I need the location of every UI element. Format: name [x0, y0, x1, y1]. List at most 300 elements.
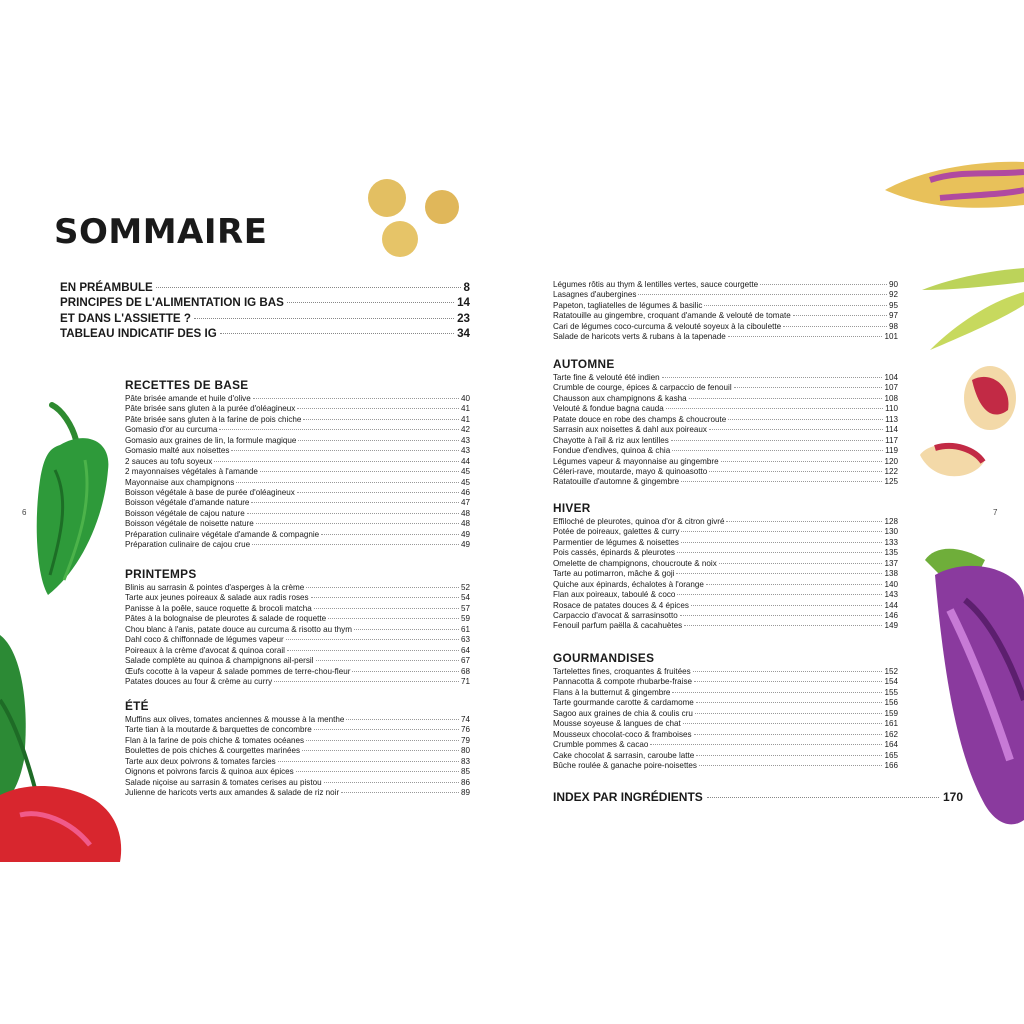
- toc-entry[interactable]: [125, 677, 470, 687]
- entry-page: 43: [460, 435, 470, 445]
- dot-leader: [677, 552, 883, 553]
- entry-page: 152: [884, 667, 898, 676]
- entry-label: PRINCIPES DE L'ALIMENTATION IG BAS: [60, 296, 284, 310]
- entry-label: ET DANS L'ASSIETTE ?: [60, 311, 191, 325]
- toc-entry[interactable]: [125, 667, 470, 677]
- entry-label: Œufs cocotte à la vapeur & salade pommes de terre-chou-fleur: [125, 666, 351, 676]
- dot-leader: [314, 608, 459, 609]
- toc-entry[interactable]: [553, 538, 898, 548]
- dot-leader: [156, 287, 461, 288]
- section-hiver: [553, 501, 898, 632]
- entry-label: Crumble pommes & cacao: [553, 740, 649, 750]
- toc-entry[interactable]: [125, 509, 470, 519]
- toc-entry[interactable]: [125, 425, 470, 435]
- entry-page: 52: [460, 583, 470, 592]
- entry-label: Salade niçoise au sarrasin & tomates cerises au pistou: [125, 777, 322, 787]
- entry-page: 85: [460, 767, 470, 777]
- toc-entry[interactable]: [553, 751, 898, 761]
- toc-entry[interactable]: [553, 601, 898, 611]
- entry-label: 2 mayonnaises végétales à l'amande: [125, 467, 258, 477]
- dot-leader: [274, 681, 459, 682]
- entry-page: 34: [457, 326, 470, 340]
- dot-leader: [306, 740, 459, 741]
- toc-entry[interactable]: [125, 757, 470, 767]
- toc-entry[interactable]: [125, 478, 470, 488]
- dot-leader: [672, 692, 882, 693]
- entry-page: 49: [460, 529, 470, 539]
- toc-entry[interactable]: [553, 611, 898, 621]
- entry-label: Potée de poireaux, galettes & curry: [553, 527, 680, 537]
- entry-label: Cake chocolat & sarrasin, caroube latte: [553, 750, 695, 760]
- dot-leader: [666, 408, 883, 409]
- toc-entry[interactable]: [125, 646, 470, 656]
- entry-label: TABLEAU INDICATIF DES IG: [60, 326, 217, 340]
- entry-page: 67: [460, 656, 470, 666]
- dot-leader: [324, 782, 459, 783]
- eggplant-illustration: [925, 549, 1024, 825]
- entry-label: Mousse soyeuse & langues de chat: [553, 719, 681, 729]
- dot-leader: [707, 797, 939, 798]
- entry-label: Ratatouille d'automne & gingembre: [553, 477, 680, 487]
- entry-page: 146: [884, 610, 898, 620]
- entry-label: Fenouil parfum paëlla & cacahuètes: [553, 621, 683, 631]
- dot-leader: [231, 450, 459, 451]
- toc-entry[interactable]: [125, 725, 470, 735]
- dot-leader: [341, 792, 459, 793]
- dot-leader: [672, 450, 883, 451]
- toc-entry[interactable]: [125, 593, 470, 603]
- dot-leader: [793, 315, 887, 316]
- entry-label: Céleri-rave, moutarde, mayo & quinoasotto: [553, 466, 708, 476]
- dot-leader: [728, 336, 883, 337]
- toc-entry[interactable]: [553, 425, 898, 435]
- toc-entry[interactable]: [553, 527, 898, 537]
- entry-label: Parmentier de légumes & noisettes: [553, 537, 679, 547]
- entry-page: 45: [460, 477, 470, 487]
- entry-page: 162: [884, 729, 898, 739]
- entry-page: 108: [884, 393, 898, 403]
- entry-page: 42: [460, 425, 470, 435]
- toc-entry[interactable]: [60, 280, 470, 295]
- section-heading: GOURMANDISES: [553, 651, 655, 665]
- dot-leader: [681, 542, 883, 543]
- entry-page: 104: [884, 373, 898, 382]
- dot-leader: [689, 398, 883, 399]
- toc-entry[interactable]: [553, 477, 898, 487]
- entry-page: 41: [460, 404, 470, 414]
- dot-leader: [695, 713, 883, 714]
- dot-leader: [734, 387, 883, 388]
- entry-label: Fondue d'endives, quinoa & chia: [553, 446, 671, 456]
- leaf-illustration: [885, 162, 1024, 208]
- toc-entry[interactable]: [553, 667, 898, 677]
- toc-entry[interactable]: [125, 746, 470, 756]
- toc-entry[interactable]: [125, 519, 470, 529]
- bean-illustration: [920, 366, 1016, 476]
- dot-leader: [194, 318, 454, 319]
- toc-entry[interactable]: [553, 548, 898, 558]
- entry-page: 57: [460, 603, 470, 613]
- entry-page: 43: [460, 446, 470, 456]
- dot-leader: [676, 573, 882, 574]
- dot-leader: [352, 671, 459, 672]
- entry-page: 130: [884, 527, 898, 537]
- entry-label: Pâte brisée amande et huile d'olive: [125, 394, 251, 403]
- toc-entry[interactable]: [125, 540, 470, 550]
- section-heading: RECETTES DE BASE: [125, 378, 249, 392]
- section-printemps: [125, 567, 470, 687]
- entry-page: 164: [884, 740, 898, 750]
- entry-label: Salade de haricots verts & rubans à la tapenade: [553, 332, 726, 342]
- entry-label: Mayonnaise aux champignons: [125, 477, 235, 487]
- entry-label: Gomasio d'or au curcuma: [125, 425, 218, 435]
- entry-page: 80: [460, 746, 470, 756]
- toc-entry[interactable]: [553, 404, 898, 414]
- entry-label: Poireaux à la crème d'avocat & quinoa corail: [125, 645, 285, 655]
- entry-label: Gomasio malté aux noisettes: [125, 446, 230, 456]
- entry-page: 138: [884, 569, 898, 579]
- entry-label: Carpaccio d'avocat & sarrasinsotto: [553, 610, 678, 620]
- entry-label: Ratatouille au gingembre, croquant d'amande & velouté de tomate: [553, 311, 791, 321]
- entry-page: 98: [888, 321, 898, 331]
- entry-label: Crumble de courge, épices & carpaccio de fenouil: [553, 383, 732, 393]
- dot-leader: [704, 305, 887, 306]
- toc-entry[interactable]: [553, 730, 898, 740]
- toc-entry[interactable]: [60, 311, 470, 326]
- entry-page: 76: [460, 725, 470, 735]
- dot-leader: [662, 377, 883, 378]
- toc-entry[interactable]: [125, 715, 470, 725]
- entry-page: 125: [884, 477, 898, 487]
- entry-label: Tarte au potimarron, mâche & goji: [553, 569, 675, 579]
- toc-entry[interactable]: [553, 290, 898, 300]
- section-ete: [125, 699, 470, 799]
- dot-leader: [694, 734, 883, 735]
- toc-entry[interactable]: [553, 311, 898, 321]
- dot-leader: [252, 544, 459, 545]
- entry-label: Chausson aux champignons & kasha: [553, 393, 687, 403]
- dot-leader: [260, 471, 459, 472]
- entry-page: 54: [460, 593, 470, 603]
- toc-entry[interactable]: [125, 530, 470, 540]
- preamble-list: [60, 280, 470, 341]
- chickpea-illustration: [368, 179, 459, 257]
- dot-leader: [296, 771, 459, 772]
- toc-entry[interactable]: [553, 446, 898, 456]
- toc-entry[interactable]: [125, 436, 470, 446]
- dot-leader: [354, 629, 459, 630]
- toc-entry[interactable]: [553, 740, 898, 750]
- toc-entry[interactable]: [553, 569, 898, 579]
- toc-entry[interactable]: [553, 688, 898, 698]
- entry-page: 44: [460, 456, 470, 466]
- dot-leader: [709, 471, 882, 472]
- dot-leader: [303, 419, 459, 420]
- entry-page: 114: [885, 425, 898, 435]
- dot-leader: [677, 594, 882, 595]
- dot-leader: [236, 482, 459, 483]
- entry-page: 143: [884, 590, 898, 600]
- entry-label: Pois cassés, épinards & pleurotes: [553, 548, 675, 558]
- dot-leader: [638, 294, 887, 295]
- entry-page: 92: [888, 290, 898, 300]
- entry-label: Préparation culinaire végétale d'amande & compagnie: [125, 529, 320, 539]
- dot-leader: [214, 461, 459, 462]
- entry-label: Légumes rôtis au thym & lentilles vertes, sauce courgette: [553, 280, 759, 289]
- dot-leader: [691, 605, 883, 606]
- section-automne: [553, 357, 898, 488]
- toc-entry[interactable]: [125, 404, 470, 414]
- entry-label: Gomasio aux graines de lin, la formule magique: [125, 435, 297, 445]
- entry-label: Salade complète au quinoa & champignons ail-persil: [125, 656, 314, 666]
- entry-label: Tarte aux jeunes poireaux & salade aux radis roses: [125, 593, 309, 603]
- entry-page: 97: [888, 311, 898, 321]
- toc-entry[interactable]: [553, 621, 898, 631]
- entry-page: 107: [884, 383, 898, 393]
- toc-entry[interactable]: [125, 625, 470, 635]
- entry-label: Julienne de haricots verts aux amandes & salade de riz noir: [125, 788, 340, 798]
- entry-page: 117: [885, 435, 898, 445]
- dot-leader: [728, 419, 883, 420]
- toc-entry[interactable]: [553, 280, 898, 290]
- entry-page: 41: [460, 414, 470, 424]
- entry-label: Sagoo aux graines de chia & coulis cru: [553, 708, 693, 718]
- toc-entry[interactable]: [553, 467, 898, 477]
- entry-page: 89: [460, 788, 470, 798]
- entry-label: Tarte tian à la moutarde & barquettes de concombre: [125, 725, 312, 735]
- dot-leader: [683, 723, 883, 724]
- entry-label: Boisson végétale à base de purée d'oléagineux: [125, 487, 295, 497]
- toc-entry[interactable]: [553, 719, 898, 729]
- entry-label: Patates douces au four & crème au curry: [125, 676, 273, 686]
- entry-label: Effiloché de pleurotes, quinoa d'or & citron givré: [553, 517, 725, 526]
- dot-leader: [693, 671, 883, 672]
- entry-label: Pâtes à la bolognaise de pleurotes & salade de roquette: [125, 614, 327, 624]
- section-heading: ÉTÉ: [125, 699, 149, 713]
- section-heading: HIVER: [553, 501, 591, 515]
- entry-page: 133: [884, 537, 898, 547]
- toc-entry[interactable]: [125, 788, 470, 798]
- entry-label: Blinis au sarrasin & pointes d'asperges à la crème: [125, 583, 305, 592]
- entry-page: 128: [884, 517, 898, 526]
- toc-entry[interactable]: [125, 394, 470, 404]
- entry-label: Velouté & fondue bagna cauda: [553, 404, 664, 414]
- entry-page: 110: [885, 404, 898, 414]
- entry-label: Tartelettes fines, croquantes & fruitées: [553, 667, 691, 676]
- toc-entry[interactable]: [553, 394, 898, 404]
- entry-page: 86: [460, 777, 470, 787]
- entry-page: 59: [460, 614, 470, 624]
- toc-entry[interactable]: [125, 614, 470, 624]
- section-heading: AUTOMNE: [553, 357, 615, 371]
- toc-entry[interactable]: [553, 559, 898, 569]
- entry-page: 14: [457, 296, 470, 310]
- entry-label: Dahl coco & chiffonnade de légumes vapeur: [125, 635, 284, 645]
- section-gourmandises: [553, 651, 898, 771]
- dot-leader: [256, 523, 459, 524]
- entry-label: Omelette de champignons, choucroute & noix: [553, 558, 717, 568]
- dot-leader: [298, 440, 459, 441]
- entry-page: 61: [460, 624, 470, 634]
- dot-leader: [287, 302, 454, 303]
- dot-leader: [287, 650, 459, 651]
- toc-entry[interactable]: [125, 583, 470, 593]
- entry-label: Patate douce en robe des champs & choucroute: [553, 414, 727, 424]
- dot-leader: [760, 284, 887, 285]
- page-number-left: 6: [22, 508, 27, 517]
- beetroot-illustration: [0, 635, 121, 862]
- dot-leader: [306, 587, 459, 588]
- entry-page: 48: [460, 519, 470, 529]
- dot-leader: [671, 440, 883, 441]
- entry-page: 122: [884, 466, 898, 476]
- toc-entry[interactable]: [60, 295, 470, 310]
- toc-entry[interactable]: [553, 332, 898, 342]
- entry-label: Papeton, tagliatelles de légumes & basilic: [553, 300, 703, 310]
- dot-leader: [314, 729, 459, 730]
- entry-label: Pâte brisée sans gluten à la farine de pois chiche: [125, 414, 302, 424]
- entry-page: 63: [460, 635, 470, 645]
- entry-page: 40: [460, 394, 470, 403]
- entry-label: Tarte fine & velouté été indien: [553, 373, 660, 382]
- entry-page: 113: [885, 414, 898, 424]
- toc-entry[interactable]: [125, 656, 470, 666]
- entry-page: 155: [884, 687, 898, 697]
- toc-entry[interactable]: [125, 635, 470, 645]
- toc-entry[interactable]: [125, 604, 470, 614]
- dot-leader: [726, 521, 882, 522]
- entry-page: 8: [463, 281, 470, 294]
- dot-leader: [694, 681, 882, 682]
- entry-label: Flan à la farine de pois chiche & tomates océanes: [125, 735, 305, 745]
- entry-page: 135: [884, 548, 898, 558]
- entry-page: 144: [884, 600, 898, 610]
- entry-page: 64: [460, 645, 470, 655]
- toc-entry[interactable]: [553, 373, 898, 383]
- entry-page: 79: [460, 735, 470, 745]
- entry-label: Rosace de patates douces & 4 épices: [553, 600, 689, 610]
- entry-page: 47: [460, 498, 470, 508]
- dot-leader: [721, 461, 883, 462]
- entry-label: Panisse à la poêle, sauce roquette & brocoli matcha: [125, 603, 312, 613]
- toc-entry[interactable]: [553, 457, 898, 467]
- entry-label: Muffins aux olives, tomates anciennes & mousse à la menthe: [125, 715, 345, 724]
- entry-page: 166: [884, 760, 898, 770]
- entry-label: Boisson végétale de cajou nature: [125, 508, 245, 518]
- toc-entry[interactable]: [125, 778, 470, 788]
- entry-label: 2 sauces au tofu soyeux: [125, 456, 213, 466]
- green-beans-illustration: [922, 268, 1024, 350]
- dot-leader: [681, 481, 882, 482]
- index-entry[interactable]: [553, 790, 963, 804]
- dot-leader: [709, 429, 883, 430]
- index-label: INDEX PAR INGRÉDIENTS: [553, 790, 703, 804]
- toc-entry[interactable]: [553, 580, 898, 590]
- entry-label: Boisson végétale d'amande nature: [125, 498, 250, 508]
- entry-page: 23: [457, 311, 470, 325]
- entry-label: Bûche roulée & ganache poire-noisettes: [553, 760, 697, 770]
- dot-leader: [696, 755, 882, 756]
- dot-leader: [696, 702, 883, 703]
- dot-leader: [253, 398, 459, 399]
- toc-entry[interactable]: [125, 415, 470, 425]
- dot-leader: [650, 744, 882, 745]
- toc-entry[interactable]: [125, 767, 470, 777]
- dot-leader: [251, 502, 459, 503]
- dot-leader: [684, 625, 882, 626]
- entry-page: 71: [460, 676, 470, 686]
- toc-entry[interactable]: [553, 698, 898, 708]
- toc-entry[interactable]: [125, 467, 470, 477]
- toc-entry[interactable]: [125, 457, 470, 467]
- entry-page: 161: [884, 719, 898, 729]
- entry-label: Flans à la butternut & gingembre: [553, 687, 671, 697]
- page-number-right: 7: [993, 508, 998, 517]
- toc-entry[interactable]: [553, 322, 898, 332]
- dot-leader: [719, 563, 883, 564]
- toc-entry[interactable]: [553, 415, 898, 425]
- entry-label: Oignons et poivrons farcis & quinoa aux épices: [125, 767, 294, 777]
- entry-page: 165: [884, 750, 898, 760]
- entry-label: Boisson végétale de noisette nature: [125, 519, 254, 529]
- entry-page: 68: [460, 666, 470, 676]
- dot-leader: [321, 534, 459, 535]
- toc-entry[interactable]: [553, 436, 898, 446]
- toc-entry[interactable]: [553, 709, 898, 719]
- dot-leader: [311, 597, 459, 598]
- section-ete-continued: [553, 280, 898, 343]
- dot-leader: [783, 326, 887, 327]
- entry-label: Chou blanc à l'anis, patate douce au curcuma & risotto au thym: [125, 624, 352, 634]
- toc-entry[interactable]: [553, 761, 898, 771]
- entry-label: EN PRÉAMBULE: [60, 281, 153, 294]
- toc-entry[interactable]: [553, 383, 898, 393]
- entry-page: 120: [884, 456, 898, 466]
- dot-leader: [699, 765, 883, 766]
- entry-page: 159: [884, 708, 898, 718]
- entry-label: Pannacotta & compote rhubarbe-fraise: [553, 677, 693, 687]
- dot-leader: [316, 660, 459, 661]
- entry-label: Quiche aux épinards, échalotes à l'orange: [553, 579, 704, 589]
- entry-label: Flan aux poireaux, taboulé & coco: [553, 590, 676, 600]
- toc-entry[interactable]: [125, 446, 470, 456]
- page-title: SOMMAIRE: [54, 212, 268, 252]
- toc-entry[interactable]: [553, 517, 898, 527]
- section-recettes-de-base: [125, 378, 470, 551]
- toc-entry[interactable]: [125, 488, 470, 498]
- dot-leader: [346, 719, 459, 720]
- dot-leader: [680, 615, 883, 616]
- entry-label: Lasagnes d'aubergines: [553, 290, 637, 300]
- toc-entry[interactable]: [125, 736, 470, 746]
- toc-entry[interactable]: [60, 326, 470, 341]
- entry-label: Sarrasin aux noisettes & dahl aux poireaux: [553, 425, 707, 435]
- entry-page: 156: [884, 698, 898, 708]
- toc-entry[interactable]: [553, 590, 898, 600]
- entry-label: Préparation culinaire de cajou crue: [125, 540, 251, 550]
- entry-label: Tarte aux deux poivrons & tomates farcies: [125, 756, 276, 766]
- dot-leader: [681, 531, 882, 532]
- entry-page: 48: [460, 508, 470, 518]
- index-page: 170: [942, 790, 963, 804]
- toc-entry[interactable]: [553, 677, 898, 687]
- entry-page: 49: [460, 540, 470, 550]
- toc-entry[interactable]: [125, 498, 470, 508]
- entry-label: Mousseux chocolat-coco & framboises: [553, 729, 692, 739]
- entry-page: 95: [888, 300, 898, 310]
- toc-entry[interactable]: [553, 301, 898, 311]
- dot-leader: [219, 429, 459, 430]
